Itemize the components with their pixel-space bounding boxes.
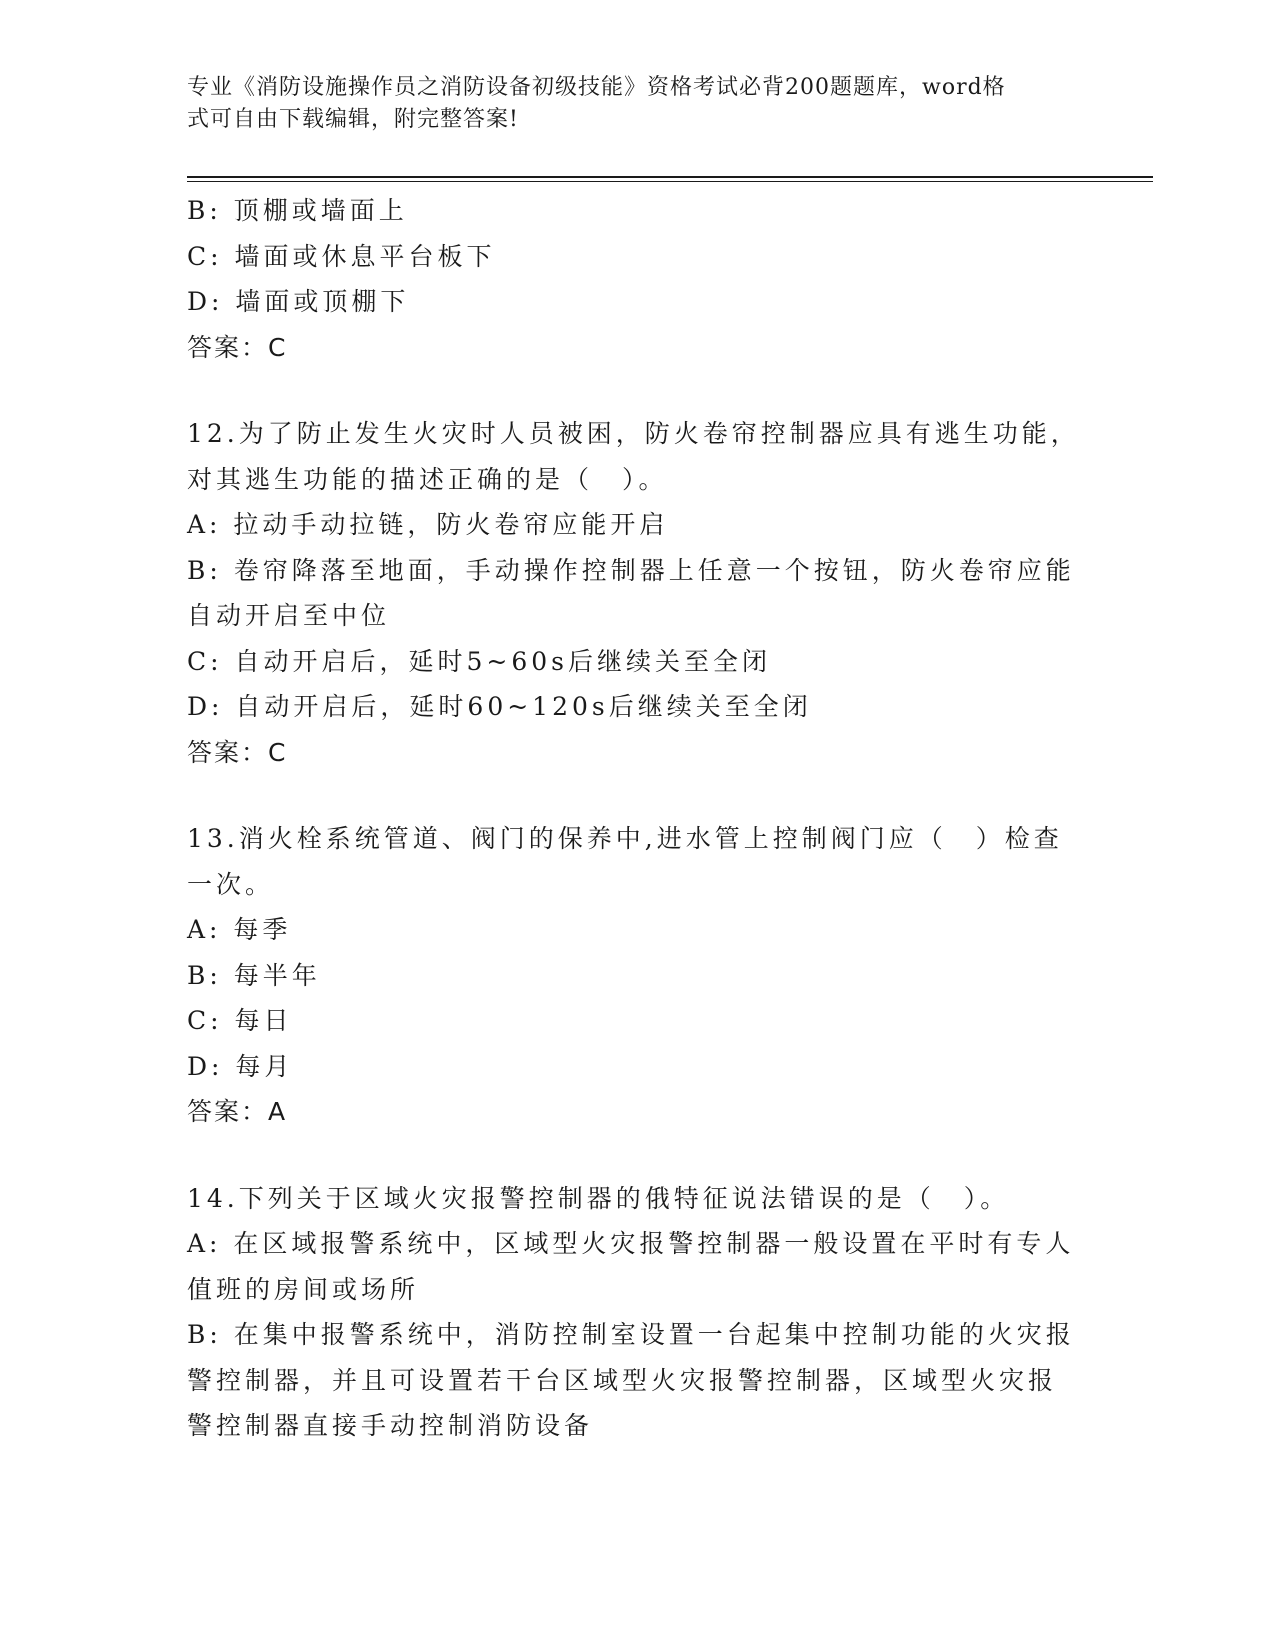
- option-b-cont: 警控制器直接手动控制消防设备: [187, 1411, 594, 1440]
- question-stem: 12.为了防止发生火灾时人员被困，防火卷帘控制器应具有逃生功能，: [187, 419, 1080, 448]
- answer-line: 答案：C: [187, 332, 288, 362]
- question-stem-cont: 对其逃生功能的描述正确的是（ ）。: [187, 464, 668, 494]
- header-line-2: 式可自由下载编辑，附完整答案!: [187, 107, 519, 132]
- question-stem: 13.消火栓系统管道、阀门的保养中,进水管上控制阀门应（ ）检查: [187, 824, 1063, 853]
- option-b: B: 每半年: [187, 960, 321, 990]
- option-d: D: 自动开启后，延时60~120s后继续关至全闭: [187, 692, 812, 721]
- question-11-tail: [187, 188, 1087, 370]
- question-14: [187, 1176, 1087, 1449]
- header-line-1: 专业《消防设施操作员之消防设备初级技能》资格考试必背200题题库，word格: [187, 75, 1006, 100]
- option-b: B: 顶棚或墙面上: [187, 196, 408, 225]
- option-d: D: 每月: [187, 1051, 294, 1081]
- spacer: [187, 775, 1087, 816]
- option-b-cont: 警控制器，并且可设置若干台区域型火灾报警控制器，区域型火灾报: [187, 1365, 1058, 1395]
- question-stem: 14.下列关于区域火灾报警控制器的俄特征说法错误的是（ ）。: [187, 1183, 1010, 1213]
- option-b: B: 在集中报警系统中，消防控制室设置一台起集中控制功能的火灾报: [187, 1320, 1075, 1349]
- option-c: C: 自动开启后，延时5~60s后继续关至全闭: [187, 646, 771, 676]
- question-stem-cont: 一次。: [187, 869, 275, 899]
- option-a-cont: 值班的房间或场所: [187, 1274, 420, 1304]
- answer-line: 答案：A: [187, 1097, 288, 1126]
- option-a: A: 每季: [187, 915, 292, 944]
- option-b-cont: 自动开启至中位: [187, 601, 391, 630]
- question-12: [187, 411, 1087, 775]
- spacer: [187, 1135, 1087, 1176]
- question-13: [187, 816, 1087, 1135]
- spacer: [187, 370, 1087, 411]
- option-c: C: 墙面或休息平台板下: [187, 241, 496, 271]
- option-a: A: 在区域报警系统中，区域型火灾报警控制器一般设置在平时有专人: [187, 1229, 1075, 1258]
- answer-line: 答案：C: [187, 737, 288, 767]
- option-d: D: 墙面或顶棚下: [187, 287, 410, 316]
- header-rule-thick: [187, 176, 1153, 178]
- option-b: B: 卷帘降落至地面，手动操作控制器上任意一个按钮，防火卷帘应能: [187, 555, 1075, 585]
- option-a: A: 拉动手动拉链，防火卷帘应能开启: [187, 510, 669, 539]
- document-header: [187, 72, 1077, 136]
- question-content: [187, 188, 1087, 1449]
- header-rule-thin: [187, 181, 1153, 182]
- option-c: C: 每日: [187, 1006, 293, 1035]
